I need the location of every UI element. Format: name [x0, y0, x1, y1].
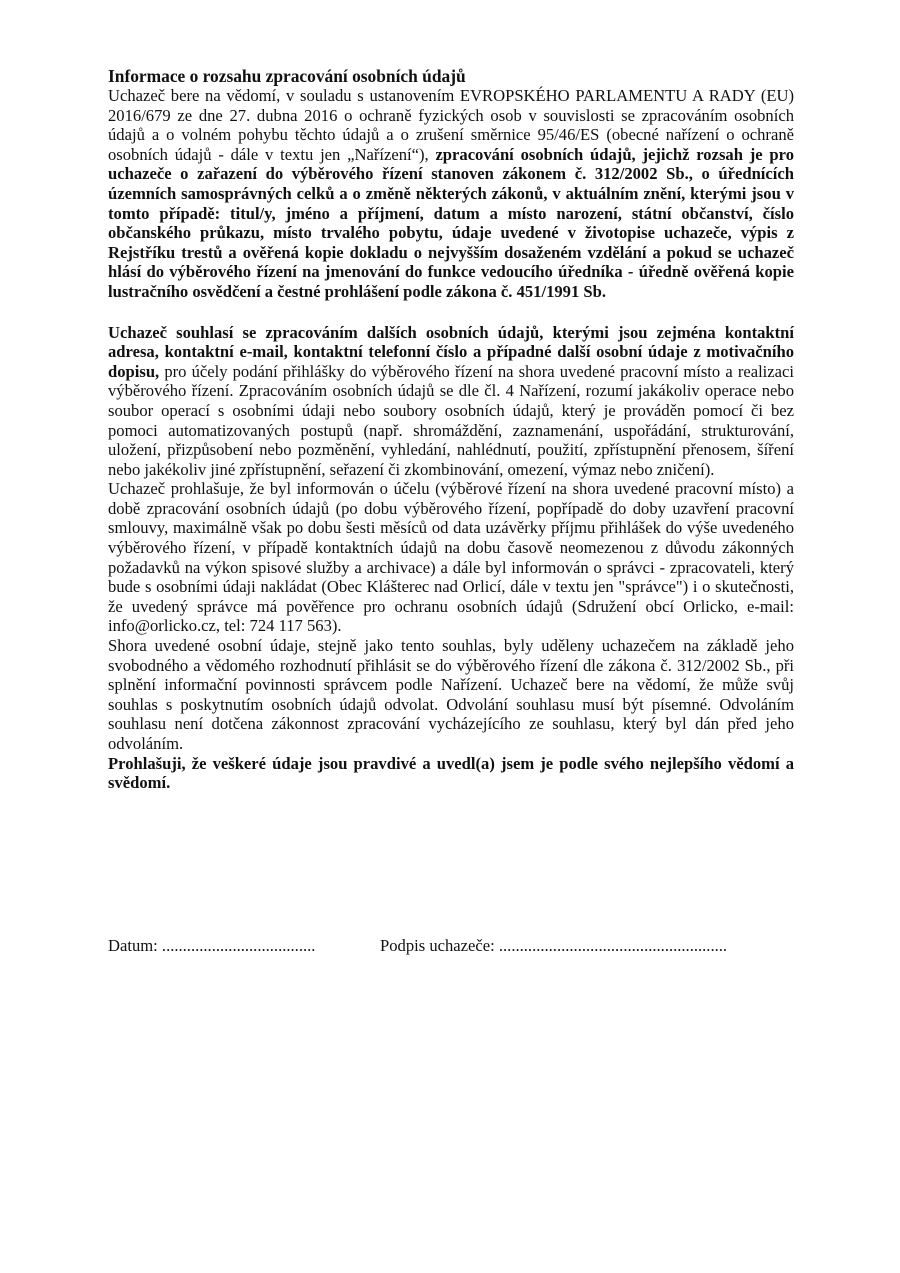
paragraph-legal-basis-text: Uchazeč bere na vědomí, v souladu s ustanovením EVROPSKÉHO PARLAMENTU A RADY (EU) 2016/679 ze dne 27. dubna 2016 o ochraně fyzických osob v souvislosti se zpracováním osobních údajů a o volném pohybu těchto údajů a o zrušení směrnice 95/46/ES (obecné nařízení o ochraně osobních údajů - dále v textu jen „Nařízení“), — [108, 86, 794, 164]
date-field-label: Datum: ..................................... — [108, 936, 316, 955]
paragraph-withdrawal: Shora uvedené osobní údaje, stejně jako tento souhlas, byly uděleny uchazečem na základě jeho svobodného a vědomého rozhodnutí přihlásit se do výběrového řízení dle zákona č. 312/2002 Sb., při splnění informační povinnosti správcem podle Nařízení. Uchazeč bere na vědomí, že může svůj souhlas s poskytnutím osobních údajů odvolat. Odvolání souhlasu musí být písemné. Odvoláním souhlasu není dotčena zákonnost zpracování vycházejícího ze souhlasu, který byl dán před jeho odvoláním. — [108, 636, 794, 753]
paragraph-truth-declaration — [108, 754, 794, 793]
document-page — [108, 66, 794, 793]
paragraph-legal-basis-bold: zpracování osobních údajů, jejichž rozsah je pro uchazeče o zařazení do výběrového řízení stanoven zákonem č. 312/2002 Sb., o úřednících územních samosprávných celků a o změně některých zákonů, v aktuálním znění, kterými jsou v tomto případě: titul/y, jméno a příjmení, datum a místo narození, státní občanství, číslo občanského průkazu, místo trvalého pobytu, údaje uvedené v životopise uchazeče, výpis z Rejstříku trestů a ověřená kopie dokladu o nejvyšším dosaženém vzdělání a pokud se uchazeč hlásí do výběrového řízení na jmenování do funkce vedoucího úředníka - úředně ověřená kopie lustračního osvědčení a čestné prohlášení podle zákona č. 451/1991 Sb. — [108, 144, 794, 301]
signature-field-label: Podpis uchazeče: ....................................................... — [380, 936, 728, 955]
document-title: Informace o rozsahu zpracování osobních údajů — [108, 66, 466, 86]
signature-row — [108, 936, 728, 956]
truth-declaration-bold: Prohlašuji, že veškeré údaje jsou pravdivé a uvedl(a) jsem je podle svého nejlepšího vědomí a svědomí. — [108, 753, 794, 793]
paragraph-consent-text: pro účely podání přihlášky do výběrového řízení na shora uvedené pracovní místo a realizaci výběrového řízení. Zpracováním osobních údajů se dle čl. 4 Nařízení, rozumí jakákoliv operace nebo soubor operací s osobními údaji nebo soubory osobních údajů, který je prováděn pomocí či bez pomoci automatizovaných postupů (např. shromáždění, zaznamenání, uspořádání, strukturování, uložení, přizpůsobení nebo pozměnění, vyhledání, nahlédnutí, použití, zpřístupnění přenosem, šíření nebo jakékoliv jiné zpřístupnění, seřazení či zkombinování, omezení, výmaz nebo zničení). — [108, 361, 794, 479]
paragraph-consent — [108, 323, 794, 480]
paragraph-declaration-purpose: Uchazeč prohlašuje, že byl informován o účelu (výběrové řízení na shora uvedené pracovní místo) a době zpracování osobních údajů (po dobu výběrového řízení, popřípadě do doby uzavření pracovní smlouvy, maximálně však po dobu šesti měsíců od data uzávěrky příjmu přihlášek do výše uvedeného výběrového řízení, v případě kontaktních údajů na dobu časově neomezenou z důvodu zákonných požadavků na výkon spisové služby a archivace) a dále byl informován o správci - zpracovateli, který bude s osobními údaji nakládat (Obec Klášterec nad Orlicí, dále v textu jen "správce") i o skutečnosti, že uvedený správce má pověřence pro ochranu osobních údajů (Sdružení obcí Orlicko, e-mail: info@orlicko.cz, tel: 724 117 563). — [108, 479, 794, 636]
paragraph-spacer — [108, 302, 794, 323]
paragraph-consent-bold: Uchazeč souhlasí se zpracováním dalších osobních údajů, kterými jsou zejména kontaktní adresa, kontaktní e-mail, kontaktní telefonní číslo a případné další osobní údaje z motivačního dopisu, — [108, 322, 794, 381]
paragraph-legal-basis — [108, 86, 794, 302]
